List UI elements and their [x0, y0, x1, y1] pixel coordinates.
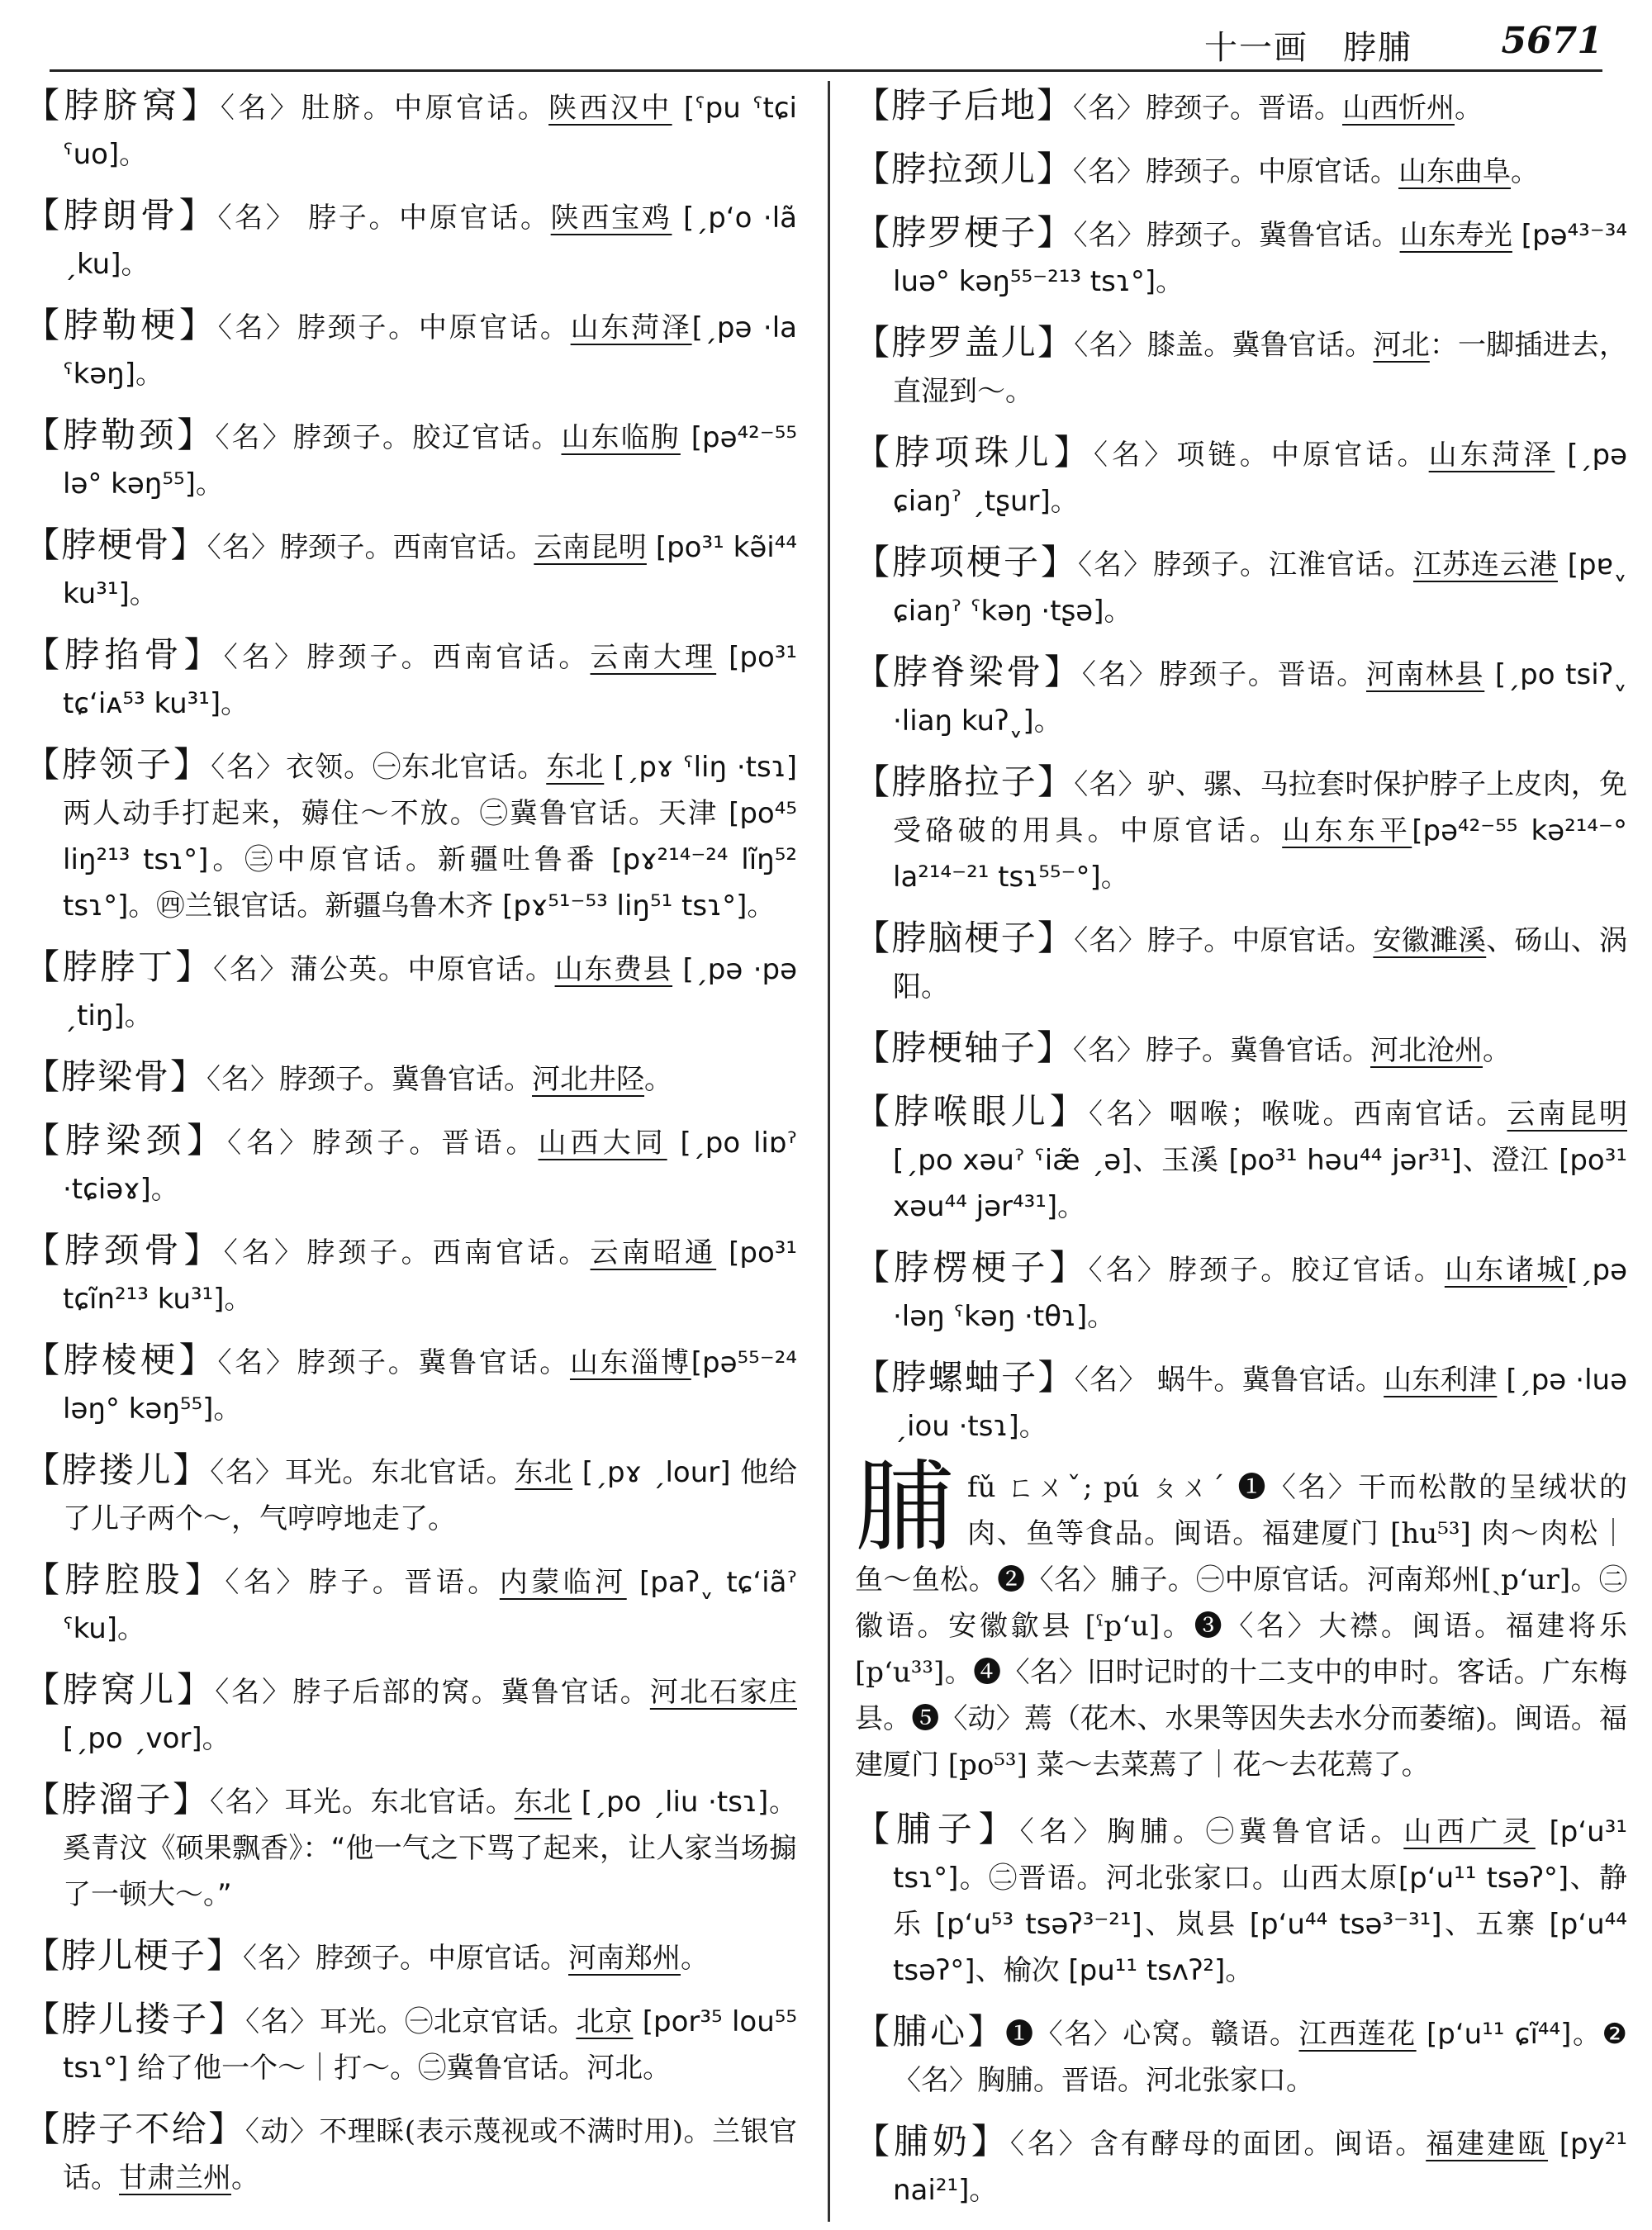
entry-pronunciation: [py²¹ nai²¹]。 [893, 2128, 1627, 2207]
entry-headword: 【脖朗骨】 [25, 195, 218, 235]
dictionary-entry [855, 649, 1627, 744]
section-title: 十一画 脖脯 [1204, 29, 1412, 67]
entry-definition: 项链。中原官话。 [1176, 439, 1429, 472]
entry-headword: 【脖脑梗子】 [855, 918, 1075, 958]
dictionary-entry [25, 522, 797, 617]
entry-headword: 【脖胳拉子】 [855, 762, 1075, 802]
entry-pronunciation: ：一脚插进去，直湿到～。 [893, 329, 1627, 408]
entry-place: 云南昭通 [590, 1236, 717, 1269]
dictionary-entry [25, 1337, 797, 1432]
entry-definition: 脖颈子。西南官话。 [280, 531, 534, 564]
entry-definition: 脖颈子。冀鲁官话。 [297, 1346, 570, 1379]
entry-headword: 【脖脖丁】 [25, 947, 214, 987]
entry-headword: 【脖楞梗子】 [855, 1247, 1089, 1288]
entry-pronunciation: [ˏpə ·ləŋ ˁkəŋ ·tθɿ]。 [893, 1254, 1627, 1333]
entry-headword: 【脖勒颈】 [25, 415, 216, 455]
entry-place: 山东东平 [1282, 814, 1412, 847]
dictionary-entry [855, 320, 1627, 415]
entry-headword: 【脖梗轴子】 [855, 1027, 1074, 1068]
dictionary-entry [25, 412, 797, 507]
entry-definition: 脖颈子。冀鲁官话。 [279, 1063, 533, 1096]
entry-place: 福建建瓯 [1426, 2128, 1549, 2161]
big-entry-char: 脯 [855, 1450, 954, 1565]
entry-headword: 【脯心】 [855, 2011, 1006, 2052]
entry-pronunciation: [ˏpo ˏliu ·tsɿ]。奚青汶《硕果飘香》：“他一气之下骂了起来，让人家当场搧了一顿大～。” [63, 1786, 797, 1911]
entry-place: 安徽濉溪 [1373, 924, 1487, 957]
entry-pos: 〈名〉 [209, 1786, 285, 1819]
entry-headword: 【脖勒梗】 [25, 305, 218, 345]
entry-pronunciation: [ˏpɤ ˁliŋ ·tsɿ]两人动手打起来，薅住～不放。㊁冀鲁官话。天津 [po⁴⁵ liŋ²¹³ tsɿ°]。㊂中原官话。新疆吐鲁番 [pɤ²¹⁴⁻²⁴ lĩŋ⁵² tsɿ°]。㊃兰银官话。新疆乌鲁木齐 [pɤ⁵¹⁻⁵³ liŋ⁵¹ tsɿ°]。 [63, 751, 797, 923]
entry-pronunciation: 。 [1483, 1034, 1512, 1067]
big-entry [855, 1450, 1627, 1788]
entry-headword: 【脖子不给】 [25, 2109, 245, 2149]
entry-pronunciation: [ˏpo liɒˀ ·tɕiəɤ]。 [63, 1127, 797, 1206]
left-column [25, 83, 797, 2222]
header-rule [50, 69, 1602, 72]
entry-pos: 〈名〉 [1019, 1815, 1108, 1848]
entry-headword: 【脖窝儿】 [25, 1669, 216, 1710]
entry-pronunciation: [pə⁵⁵⁻²⁴ ləŋ° kəŋ⁵⁵]。 [63, 1346, 797, 1426]
entry-headword: 【脖梁颈】 [25, 1120, 228, 1160]
entry-pos: 〈名〉 [1073, 219, 1146, 252]
entry-definition: 脖子后部的窝。冀鲁官话。 [292, 1676, 650, 1709]
entry-place: 内蒙临河 [499, 1566, 627, 1599]
entry-headword: 【脖搂儿】 [25, 1450, 211, 1490]
entry-pos: 〈名〉 [1009, 2128, 1090, 2161]
entry-place: 山东寿光 [1399, 219, 1512, 252]
entry-pronunciation: 。 [1511, 155, 1540, 188]
entry-place: 陕西宝鸡 [550, 202, 672, 235]
entry-headword: 【脖罗梗子】 [855, 212, 1074, 253]
entry-definition: 脖颈子。胶辽官话。 [1168, 1254, 1445, 1287]
dictionary-entry [855, 2118, 1627, 2213]
big-entry-text: fǔ ㄈㄨˇ; pú ㄆㄨˊ ❶〈名〉干而松散的呈绒状的肉、鱼等食品。闽语。福建厦门 [hu⁵³] 肉～肉松｜鱼～鱼松。❷〈名〉脯子。㊀中原官话。河南郑州[ˏpʻur]。㊁徽语。安徽歙县 [ˁpʻu]。❸〈名〉大襟。闽语。福建将乐 [pʻu³³]。❹〈名〉旧时记时的十二支中的申时。客话。广东梅县。❺〈动〉蔫（花木、水果等因失去水分而萎缩)。闽语。福建厦门 [po⁵³] 菜～去菜蔫了｜花～去花蔫了。 [855, 1471, 1627, 1782]
entry-pos: 〈名〉 [217, 311, 297, 344]
entry-headword: 【脖腔股】 [25, 1559, 225, 1600]
entry-pos: 〈名〉 [1088, 1254, 1169, 1287]
dictionary-entry [25, 742, 797, 929]
entry-pos: 〈名〉 [245, 2005, 320, 2038]
entry-place: 河北沧州 [1370, 1034, 1483, 1067]
entry-pronunciation: [po³¹ kə̃i⁴⁴ ku³¹]。 [63, 531, 797, 610]
entry-pos: 〈名〉 [206, 1063, 280, 1096]
entry-pos: 〈名〉 [220, 92, 302, 125]
entry-definition: 脖颈子。西南官话。 [306, 1236, 591, 1269]
dictionary-entry [855, 1089, 1627, 1230]
entry-pos: 〈名〉 [206, 531, 281, 564]
entry-definition: 脖颈子。西南官话。 [306, 641, 591, 674]
entry-pos: 〈名〉 [213, 953, 290, 986]
entry-pronunciation: [ˏpə ·luə ˏiou ·tsɿ]。 [893, 1364, 1627, 1443]
entry-pos: 〈名〉 [223, 641, 307, 674]
entry-place: 河南林县 [1366, 658, 1485, 691]
entry-definition: 耳光。东北官话。 [284, 1456, 515, 1489]
entry-pronunciation: [ˏpə ·la ˁkəŋ]。 [63, 311, 797, 391]
entry-definition: 脖子。中原官话。 [1146, 924, 1374, 957]
entry-place: 东北 [514, 1786, 572, 1819]
dictionary-entry [25, 2106, 797, 2201]
entry-headword: 【脖梁骨】 [25, 1056, 207, 1097]
entry-pronunciation: [po³¹ tɕĩn²¹³ ku³¹]。 [63, 1236, 797, 1316]
entry-place: 山西广灵 [1403, 1815, 1536, 1848]
entry-place: 江西莲花 [1298, 2018, 1417, 2051]
entry-pronunciation: [pə⁴³⁻³⁴ luə° kəŋ⁵⁵⁻²¹³ tsɿ°]。 [893, 219, 1627, 298]
entry-pos: 〈名〉 [215, 1676, 293, 1709]
entry-headword: 【脖颈骨】 [25, 1230, 224, 1270]
entry-headword: 【脖子后地】 [855, 85, 1074, 126]
dictionary-entry [855, 1245, 1627, 1340]
dictionary-entry [25, 83, 797, 178]
entry-pronunciation: 。 [681, 1942, 710, 1975]
entry-headword: 【脖溜子】 [25, 1779, 210, 1820]
dictionary-entry [855, 1806, 1627, 1994]
entry-pos: 〈名〉 [217, 202, 297, 235]
entry-place: 江苏连云港 [1412, 548, 1558, 581]
entry-headword: 【脖梗骨】 [25, 524, 207, 565]
dictionary-entry [25, 302, 797, 397]
entry-pronunciation: [pʻu¹¹ ɕĩ⁴⁴]。❷〈名〉胸脯。晋语。河北张家口。 [893, 2018, 1627, 2097]
entry-definition: 膝盖。冀鲁官话。 [1146, 329, 1374, 362]
entry-place: 山东费县 [554, 953, 673, 986]
entry-place: 山东菏泽 [1428, 439, 1555, 472]
entry-definition: 脖颈子。晋语。 [1146, 92, 1343, 125]
dictionary-entry [25, 632, 797, 727]
entry-pos: 〈名〉 [217, 1346, 297, 1379]
entry-pos: 〈名〉 [215, 421, 293, 454]
entry-headword: 【脯奶】 [855, 2121, 1010, 2161]
entry-pos: 〈名〉 [1081, 658, 1160, 691]
dictionary-entry [855, 759, 1627, 900]
entry-place: 甘肃兰州 [119, 2161, 231, 2194]
entry-place: 山东临朐 [561, 421, 681, 454]
column-divider [828, 81, 830, 2222]
entry-place: 河南郑州 [568, 1942, 681, 1975]
entry-headword: 【脖项梗子】 [855, 542, 1078, 582]
entry-pos: 〈名〉 [1073, 155, 1146, 188]
entry-pronunciation: 。 [644, 1063, 673, 1096]
entry-pos: 〈名〉 [1074, 329, 1147, 362]
dictionary-entry [25, 1996, 797, 2091]
entry-headword: 【脖棱梗】 [25, 1340, 218, 1380]
entry-pronunciation: 、砀山、涡阳。 [893, 924, 1627, 1004]
entry-pos: 〈名〉 [1089, 1098, 1170, 1131]
entry-place: 山东淄博 [569, 1346, 691, 1379]
dictionary-entry [25, 1933, 797, 1981]
dictionary-entry [25, 944, 797, 1039]
entry-definition: 含有酵母的面团。闽语。 [1089, 2128, 1427, 2161]
entry-pos: 〈名〉 [223, 1236, 307, 1269]
entry-pos: 〈名〉 [211, 751, 287, 784]
entry-definition: 耳光。东北官话。 [284, 1786, 515, 1819]
entry-definition: 咽喉；喉咙。西南官话。 [1169, 1098, 1507, 1131]
dictionary-entry [25, 1777, 797, 1918]
entry-place: 东北 [546, 751, 605, 784]
entry-pronunciation: [ˁpu ˁtɕi ˁuo]。 [63, 92, 797, 171]
entry-place: 东北 [515, 1456, 573, 1489]
entry-place: 云南昆明 [1507, 1098, 1627, 1131]
entry-definition: 脖颈子。江淮官话。 [1152, 548, 1413, 581]
entry-definition: 脖子。冀鲁官话。 [1146, 1034, 1371, 1067]
entry-headword: 【脖脐窝】 [25, 85, 221, 126]
entry-headword: 【脖领子】 [25, 744, 211, 785]
dictionary-entry [25, 1227, 797, 1322]
entry-definition: 蒲公英。中原官话。 [289, 953, 555, 986]
entry-pos: 〈名〉 [1074, 768, 1147, 801]
entry-pronunciation: [ˏpo xəuˀ ˁiæ̃ ˏə]、玉溪 [po³¹ həu⁴⁴ jər³¹]、澄江 [po³¹ xəu⁴⁴ jər⁴³¹]。 [893, 1144, 1627, 1223]
dictionary-entry [855, 429, 1627, 524]
entry-pronunciation: [ˏpʻo ·lã ˏku]。 [63, 202, 797, 281]
entry-pronunciation: 。 [1455, 92, 1483, 125]
entry-definition: 耳光。㊀北京官话。 [319, 2005, 577, 2038]
entry-definition: 肚脐。中原官话。 [301, 92, 549, 125]
entry-definition: 脖颈子。晋语。 [1159, 658, 1367, 691]
entry-place: 云南昆明 [534, 531, 647, 564]
entry-pronunciation: [po³¹ tɕʻiᴀ⁵³ ku³¹]。 [63, 641, 797, 720]
entry-place: 山东曲阜 [1398, 155, 1512, 188]
entry-headword: 【脖螺蚰子】 [855, 1357, 1075, 1397]
entry-headword: 【脖拉颈儿】 [855, 149, 1074, 189]
entry-pronunciation: 。 [231, 2161, 259, 2194]
entry-place: 山东菏泽 [570, 311, 692, 344]
entry-pronunciation: [ˏpo ˏvor]。 [63, 1722, 230, 1755]
dictionary-entry [855, 915, 1627, 1010]
entry-definition: 脖颈子。中原官话。 [297, 311, 571, 344]
entry-headword: 【脖掐骨】 [25, 634, 224, 675]
entry-pos: 〈动〉 [244, 2115, 320, 2148]
entry-pronunciation: [ˏpə ·pə ˏtiŋ]。 [63, 953, 797, 1032]
entry-pronunciation: [ˏpo tsiʔˬ ·liaŋ kuʔˬ]。 [893, 658, 1627, 738]
entry-pronunciation: [ˏpɤ ˏlour] 他给了儿子两个～，气哼哼地走了。 [63, 1456, 797, 1535]
entry-pos: 〈名〉 [1077, 548, 1153, 581]
entry-pos: 〈名〉 [227, 1127, 313, 1160]
entry-definition: 脖颈子。胶辽官话。 [292, 421, 562, 454]
entry-pos: 〈名〉 [1074, 1364, 1148, 1397]
entry-place: 山西忻州 [1342, 92, 1455, 125]
page-header [50, 17, 1602, 68]
dictionary-entry [25, 1054, 797, 1103]
entry-place: 北京 [576, 2005, 634, 2038]
dictionary-entry [855, 1025, 1627, 1074]
dictionary-entry [25, 192, 797, 287]
page-number: 5671 [1501, 20, 1602, 62]
dictionary-entry [855, 210, 1627, 305]
entry-pronunciation: [paʔˬ tɕʻiãˀ ˁku]。 [63, 1566, 797, 1645]
entry-definition: ❶〈名〉心窝。赣语。 [1005, 2018, 1299, 2051]
entry-definition: 胸脯。㊀冀鲁官话。 [1107, 1815, 1404, 1848]
entry-headword: 【脖罗盖儿】 [855, 322, 1075, 363]
entry-place: 河北井陉 [532, 1063, 645, 1096]
dictionary-entry [25, 1667, 797, 1762]
dictionary-entry [855, 2009, 1627, 2104]
entry-pos: 〈名〉 [225, 1566, 309, 1599]
entry-pos: 〈名〉 [1073, 92, 1146, 125]
right-column [855, 83, 1627, 2222]
entry-place: 陕西汉中 [548, 92, 672, 125]
entry-pronunciation: [pə⁴²⁻⁵⁵ lə° kəŋ⁵⁵]。 [63, 421, 797, 501]
entry-pos: 〈名〉 [210, 1456, 285, 1489]
entry-pronunciation: [ˏpə ɕiaŋˀ ˏtʂur]。 [893, 439, 1627, 518]
entry-headword: 【脖儿梗子】 [25, 1935, 244, 1976]
entry-definition: 脖颈子。冀鲁官话。 [1146, 219, 1400, 252]
entry-place: 山东诸城 [1444, 1254, 1568, 1287]
entry-headword: 【脖脊梁骨】 [855, 652, 1082, 692]
entry-pos: 〈名〉 [1073, 1034, 1146, 1067]
entry-definition: 脖子。中原官话。 [297, 202, 551, 235]
entry-definition: 脖颈子。晋语。 [312, 1127, 539, 1160]
dictionary-entry [855, 1355, 1627, 1450]
entry-headword: 【脯子】 [855, 1809, 1020, 1849]
entry-headword: 【脖儿搂子】 [25, 1999, 246, 2039]
entry-pronunciation: [pə⁴²⁻⁵⁵ kə²¹⁴⁻° la²¹⁴⁻²¹ tsɿ⁵⁵⁻°]。 [893, 814, 1627, 894]
entry-pos: 〈名〉 [1074, 924, 1147, 957]
entry-definition: 脖颈子。中原官话。 [1146, 155, 1399, 188]
dictionary-entry [855, 146, 1627, 195]
entry-pronunciation: [por³⁵ lou⁵⁵ tsɿ°] 给了他一个～｜打～。㊁冀鲁官话。河北。 [63, 2005, 797, 2085]
entry-definition: 衣领。㊀东北官话。 [286, 751, 547, 784]
entry-definition: 不理睬(表示蔑视或不满时用)。兰银官话。 [63, 2115, 797, 2194]
entry-pronunciation: [pʻu³¹ tsɿ°]。㊁晋语。河北张家口。山西太原[pʻu¹¹ tsəʔ°]、静乐 [pʻu⁵³ tsəʔ³⁻²¹]、岚县 [pʻu⁴⁴ tsə³⁻³¹]、五寨 [pʻu⁴⁴ tsəʔ°]、榆次 [pu¹¹ tsʌʔ²]。 [893, 1815, 1627, 1987]
entry-headword: 【脖喉眼儿】 [855, 1091, 1089, 1132]
entry-place: 河北 [1373, 329, 1430, 362]
entry-definition: 脖子。晋语。 [308, 1566, 500, 1599]
entry-headword: 【脖项珠儿】 [855, 432, 1094, 472]
dictionary-entry [855, 539, 1627, 634]
entry-place: 山东利津 [1384, 1364, 1498, 1397]
dictionary-entry [25, 1117, 797, 1212]
dictionary-entry [25, 1447, 797, 1542]
entry-pronunciation: [pɐˬ ɕiaŋˀ ˁkəŋ ·tʂə]。 [893, 548, 1627, 628]
dictionary-entry [25, 1557, 797, 1652]
dictionary-entry [855, 83, 1627, 131]
entry-pos: 〈名〉 [1093, 439, 1177, 472]
entry-pos: 〈名〉 [243, 1942, 316, 1975]
entry-place: 云南大理 [590, 641, 717, 674]
entry-place: 河北石家庄 [649, 1676, 797, 1709]
entry-place: 山西大同 [538, 1127, 667, 1160]
entry-definition: 驴、骡、马拉套时保护脖子上皮肉，免受硌破的用具。中原官话。 [893, 768, 1627, 847]
entry-definition: 蜗牛。冀鲁官话。 [1147, 1364, 1384, 1397]
entry-definition: 脖颈子。中原官话。 [316, 1942, 569, 1975]
